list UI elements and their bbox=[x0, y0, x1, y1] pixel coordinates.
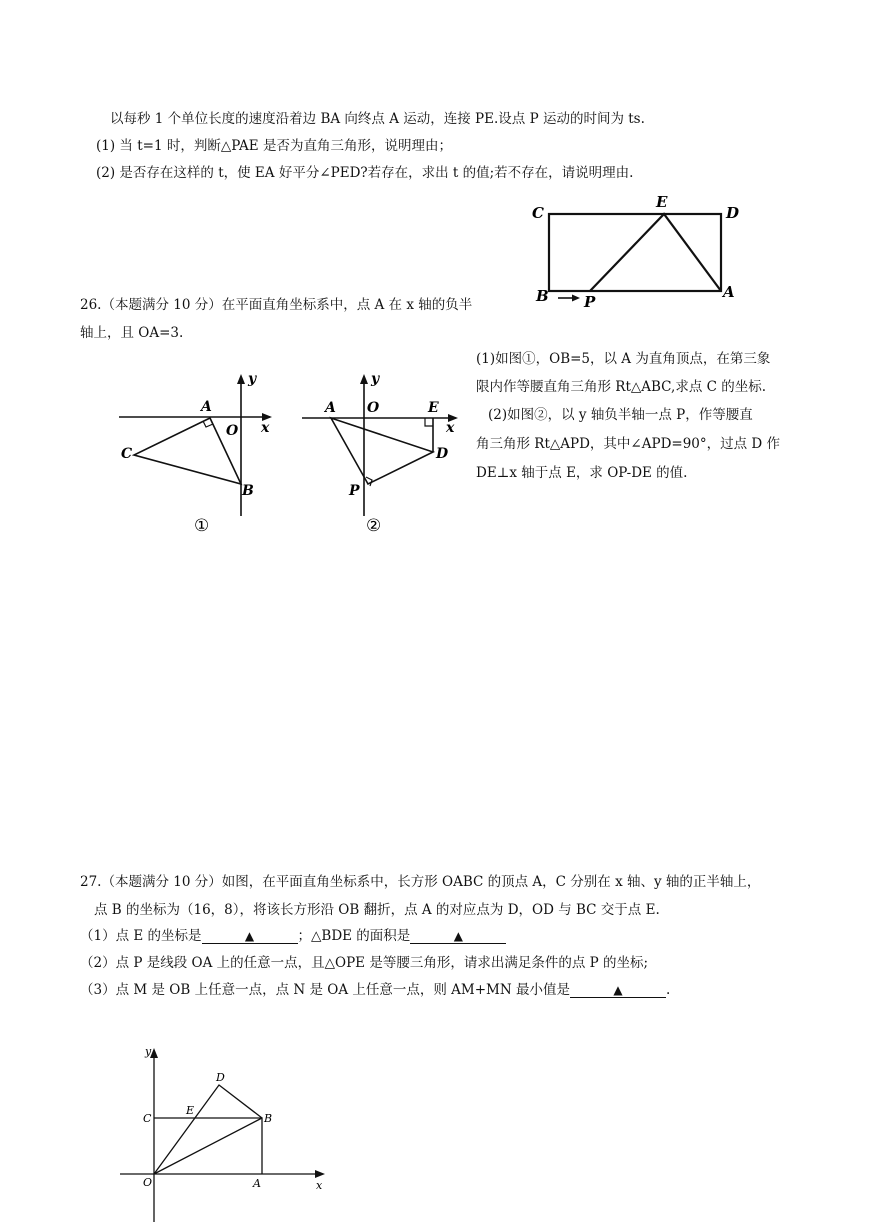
q27-line1: 27.（本题满分 10 分）如图，在平面直角坐标系中，长方形 OABC 的顶点 A，C 分别在 x 轴、y 轴的正半轴上， bbox=[80, 874, 761, 890]
label-d: D bbox=[436, 446, 449, 462]
q26-right-line4: 角三角形 Rt△APD，其中∠APD=90°，过点 D 作 bbox=[476, 436, 781, 452]
y-arrow-icon bbox=[360, 374, 368, 384]
q27-sub3 bbox=[80, 981, 670, 999]
label-a: A bbox=[723, 283, 735, 301]
label-c: C bbox=[143, 1112, 152, 1125]
label-e: E bbox=[656, 193, 668, 211]
label-d: D bbox=[726, 204, 740, 222]
label-y: y bbox=[248, 371, 257, 387]
q27-sub1-prefix: （1）点 E 的坐标是 bbox=[80, 928, 202, 944]
q25-part1: (1) 当 t=1 时，判断△PAE 是否为直角三角形，说明理由； bbox=[96, 138, 452, 154]
arrow-head-icon bbox=[572, 295, 580, 302]
label-a: A bbox=[201, 399, 212, 415]
label-b: B bbox=[536, 287, 549, 305]
q27-line2: 点 B 的坐标为（16，8），将该长方形沿 OB 翻折，点 A 的对应点为 D，OD 与 BC 交于点 E. bbox=[94, 902, 660, 918]
right-angle-mark-e bbox=[425, 418, 433, 426]
q26-line2: 轴上，且 OA=3. bbox=[80, 325, 184, 341]
label-d: D bbox=[216, 1071, 225, 1084]
figure-number-1: ① bbox=[194, 516, 210, 536]
q27-sub1 bbox=[80, 927, 506, 945]
label-c: C bbox=[121, 446, 133, 462]
q26-right-line2: 限内作等腰直角三角形 Rt△ABC,求点 C 的坐标. bbox=[476, 379, 767, 395]
rectangle-bcda bbox=[549, 214, 721, 291]
diagonal-ob bbox=[154, 1118, 262, 1174]
q27-sub3-suffix: . bbox=[665, 982, 671, 998]
label-b: B bbox=[264, 1112, 273, 1125]
q27-sub2: （2）点 P 是线段 OA 上的任意一点，且△OPE 是等腰三角形，请求出满足条件的点 P 的坐标; bbox=[80, 955, 649, 971]
q26-right-line3: (2)如图②，以 y 轴负半轴一点 P，作等腰直 bbox=[488, 407, 753, 423]
label-o: O bbox=[143, 1176, 153, 1189]
label-o: O bbox=[367, 400, 380, 416]
q27-sub3-prefix: （3）点 M 是 OB 上任意一点，点 N 是 OA 上任意一点，则 AM+MN 最小值是 bbox=[80, 982, 570, 998]
label-y: y bbox=[145, 1045, 152, 1058]
label-e: E bbox=[428, 400, 439, 416]
q25-part2: (2) 是否存在这样的 t，使 EA 好平分∠PED?若存在，求出 t 的值;若不存在，请说明理由. bbox=[96, 165, 634, 181]
label-x: x bbox=[446, 420, 455, 436]
x-arrow-icon bbox=[315, 1170, 325, 1178]
y-arrow-icon bbox=[237, 374, 245, 384]
q27-figure bbox=[130, 1035, 345, 1225]
q26-right-line5: DE⊥x 轴于点 E，求 OP-DE 的值. bbox=[476, 465, 688, 481]
triangle-apd bbox=[331, 418, 433, 484]
label-p: P bbox=[349, 483, 360, 499]
label-x: x bbox=[316, 1179, 323, 1192]
q26-figure-1 bbox=[115, 365, 285, 540]
label-p: P bbox=[584, 293, 596, 311]
answer-blank-bde-area: ▲ bbox=[410, 929, 506, 944]
label-a: A bbox=[253, 1177, 261, 1190]
label-c: C bbox=[532, 204, 544, 222]
triangle-pea bbox=[590, 214, 721, 291]
q25-figure bbox=[530, 195, 760, 315]
q26-right-line1: (1)如图①，OB=5，以 A 为直角顶点，在第三象 bbox=[476, 351, 771, 367]
q27-sub1-middle: ；△BDE 的面积是 bbox=[297, 928, 411, 944]
label-x: x bbox=[261, 420, 270, 436]
answer-blank-e-coordinate: ▲ bbox=[202, 929, 298, 944]
label-b: B bbox=[242, 483, 254, 499]
label-o: O bbox=[226, 423, 239, 439]
label-e: E bbox=[186, 1104, 195, 1117]
q26-figure-2 bbox=[295, 365, 470, 540]
answer-blank-min-value: ▲ bbox=[570, 983, 666, 998]
q25-intro: 以每秒 1 个单位长度的速度沿着边 BA 向终点 A 运动，连接 PE.设点 P 运动的时间为 ts. bbox=[110, 111, 645, 127]
triangle-abc bbox=[134, 418, 241, 484]
figure-number-2: ② bbox=[366, 516, 382, 536]
q26-line1: 26.（本题满分 10 分）在平面直角坐标系中，点 A 在 x 轴的负半 bbox=[80, 297, 473, 313]
label-a: A bbox=[325, 400, 336, 416]
folded-triangle-odb bbox=[154, 1085, 262, 1174]
label-y: y bbox=[371, 371, 380, 387]
